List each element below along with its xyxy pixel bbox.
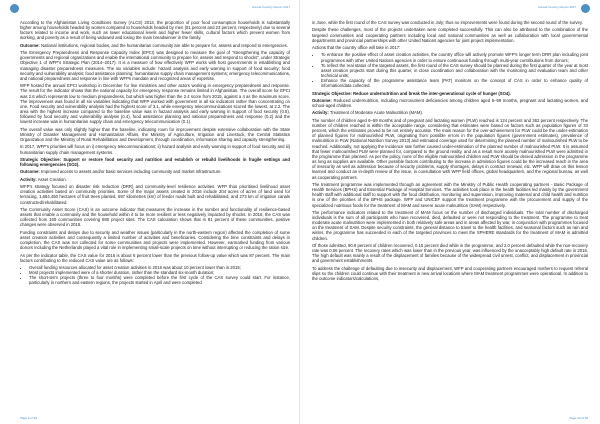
- paragraph: [20, 20, 290, 41]
- paragraph: [312, 98, 588, 108]
- paragraph-text: Treatment of Moderate Acute Malnutrition (MAM).: [328, 110, 424, 116]
- running-header: Annual Country Report 2017: [251, 5, 290, 9]
- paragraph-text: The Community Asset Score (CAS) is an outcome indicator that measures the increase in the number and functionality of resilience-based assets that enable a community and the household within it to be more resilient or less negatively impacted by shocks. In 2016, the CAS was collected from 160 communities covering 680 project sites. The CAS calculation shows that in 81 percent of these communities, positive changes were observed in 2016.: [20, 206, 290, 228]
- bullet-list: [20, 265, 290, 286]
- list-item: • The short-term projects (three to four months) were completed before the first cycle of the CAS survey could start. For instance, particularly in northern and eastern regions, the projects started in April and were completed: [29, 275, 290, 285]
- paragraph: [312, 110, 588, 115]
- paragraph: [312, 45, 588, 50]
- paragraph: [312, 210, 588, 241]
- bold-lead: Outcome:: [20, 42, 40, 48]
- bold-lead: Activity:: [20, 176, 37, 182]
- paragraph-text: Funding constraints and delays due to security and weather issues (particularly in the north-eastern region) affected the completion of some asset creation activities and consequently a limited number of activities and beneficiaries. Considering the time constraints and delays in completion, the CAS was not collected for some communities and projects were implemented. However, earmarked funding from various donors including the Netherlands played a vital role in implementing small-scale projects on time without interrupting or reducing the ration size.: [20, 229, 290, 251]
- left-page-body: [20, 20, 290, 286]
- bullet-list: [312, 52, 588, 88]
- paragraph: [312, 182, 588, 208]
- right-page-body: [312, 20, 588, 281]
- paragraph-text: Improved access to assets and/or basic services including community and market infrastructure.: [39, 169, 222, 175]
- paragraph-text: Of those admitted, 90.9 percent of children recovered, 0.15 percent died while in the programme, and 2.0 percent defaulted while the non-recovery rate was 0.06 percent. The recovery rates which was lower than in the previous year, was influenced by the unacceptably high default rate in 2016. The high default was mainly a result of the displacement of families because of the widespread civil unrest, conflict, and displacement in provincial and government establishments.: [312, 242, 588, 264]
- paragraph: [20, 144, 290, 154]
- paragraph: [20, 177, 290, 182]
- bold-lead: Activity:: [312, 110, 329, 116]
- list-item: • To enhance the positive effect of asset creation activities, the country office will actively promote WFP's longer term DRR plan including joint programmes with other United Nations agencies in order to ensure continuous funding through multi-year contributions from donors;: [321, 52, 588, 62]
- bold-lead: Strategic Objective: Reduce undernutrition and break the inter-generational cycle of hunger (SO4).: [312, 90, 511, 96]
- paragraph: [312, 243, 588, 264]
- paragraph: [312, 266, 588, 281]
- bold-lead: Strategic Objective: Support or restore food security and nutrition and establish or rebuild livelihoods in fragile settings and following emergencies (SO2).: [20, 156, 290, 168]
- paragraph: [20, 184, 290, 205]
- page-number: Page 10 of 30: [569, 416, 588, 420]
- paragraph: [20, 43, 290, 48]
- paragraph-text: According to the Afghanistan Living Conditions Survey (ALCS) 2014, the proportion of poor food consumption households is substantially higher among households headed by women compared to households headed by men (51 percent and 23 percent, respectively) due to several factors related to income and work, such as lower educational levels and higher fewer skills, cultural factors which prevent women from working, and poverty as a result of being widowed and losing the main breadwinner in the family.: [20, 20, 290, 41]
- paragraph: [20, 83, 290, 124]
- paragraph-text: National institutions, regional bodies, and the humanitarian community are able to prepare for, assess and respond to emergencies.: [39, 42, 288, 48]
- paragraph: [20, 50, 290, 81]
- paragraph: [20, 169, 290, 174]
- paragraph-text: The Emergency Preparedness and Response Capacity Index (EPCI) was designed to measure the goal of "strengthening the capacity of governments and regional organizations and enable the international community to prepare for, assess and respond to shocks", under Strategic Objective 1 of WFP's Strategic Plan (2014–2017). It is a measure of how effectively WFP works with host governments in establishing and managing disaster preparedness measures. The six variables include: hazard analysis and early warning in support of food security; food security and vulnerability analysis; food assistance planning; humanitarian supply chain management systems; emergency telecommunications, and national preparedness and response in line with WFPs mandate and recognized areas of expertise.: [20, 50, 291, 81]
- paragraph: [312, 118, 588, 180]
- paragraph: [20, 127, 290, 142]
- paragraph: [20, 157, 290, 167]
- paragraph-text: in June, while the first round of the CAS survey was conducted in July; thus no improvements were found during the second round of the survey.: [312, 20, 583, 25]
- wfp-logo: [10, 4, 19, 13]
- paragraph-text: The overall value was only slightly higher than the baseline, indicating room for improvement despite extensive collaboration with the State Ministry of Disaster Management and Humanitarian Affairs, the Ministry of Agriculture, Irrigation and Livestock, the Central Statistics Organization and the Ministry of Rural Rehabilitation and Development, through coordination, information sharing and capacity strengthening.: [20, 126, 290, 143]
- paragraph: [20, 253, 290, 263]
- paragraph-text: The number of children aged 6–59 months and of pregnant and lactating women (PLW) reached is 124 percent and 362 percent respectively. The number of children reached is within the acceptable range, considering that estimates were based on factors such as population figures of 33 percent, which the estimates proved to be not entirely accurate. The main reason for the over-achievement for PLW could be the under-estimation of planned figures for malnourished PLW, originating from possible errors in the population figures (government estimates), prevalence of malnutrition in PLW (National Nutrition Survey 2013) and estimated coverage used for determining the planned number of malnourished PLW to be reached. Additionally, not applying the incidence rate further caused under-estimation of the planned number of malnourished PLW. It is assumed that fewer malnourished PLW were planned for, compared to the ground reality, and as a result more acutely malnourished PLW were admitted in the programme than planned. As per the policy, none of the eligible malnourished children and PLW should be denied admission in the programme as long as supplies are available. Other possible factors contributing to the increase in admission figures could be the increased reach in the area of insecurity as well as admission because of security problems, supply shortages, delays in contract renewal, etc. WFP will draw on this lesson learned and conduct an in-depth review of the issue, in consultation with WFP field offices, global headquarters, and the regional bureau, as well as cooperating partners.: [312, 117, 588, 180]
- paragraph-text: Actions that the country office will take in 2017:: [312, 45, 401, 50]
- list-item: • To reflect the real status of the targeted assets, the first round of the CAS survey should be planned during the first quarter of the year at most asset creation projects start during this quarter, in close coordination and collaboration with the monitoring and evaluation team and other technical units;: [321, 63, 588, 78]
- paragraph: [312, 91, 588, 96]
- paragraph-text: The treatment programme was implemented through an agreement with the Ministry of Public Health cooperating partners - Basic Package of Health Services (BPHS) and Essential Package of Hospital Services. The activities took place in the health facilities led mainly by the government health staff with additional staff to support with the food distribution, monitoring and supervision, improving maternal and child health and nutrition is one of the priorities of the BPHS package. WFP and UNICEF support the treatment programme with the procurement and supply of the specialized nutritious foods for the treatment of MAM and severe acute malnutrition (SAM) respectively.: [312, 181, 588, 208]
- running-header: Annual Country Report 2017: [537, 5, 576, 9]
- paragraph-text: Despite these challenges, most of the projects undertaken were completed successfully. This can also be attributed to the combination of the targeted communities and cooperating partners including local and national communities as well as collaboration with local governmental departments and provincial partnerships with other United Nations agencies for joint project implementation.: [312, 27, 588, 43]
- paragraph: [20, 230, 290, 251]
- paragraph: [20, 207, 290, 228]
- paragraph-text: WFP's strategy focused on disaster risk reduction (DRR) and community-level resilience activities. WFP thus prioritised livelihood asset creation activities based on community priorities. Some of the major assets created in 2016 include 204 acres of acres of land used for terracing, 1,664,450 hectares of fruit trees planted, 597 kilometres (km) of feeder roads built and rehabilitated, and 273 km of irrigation canals constructed/rehabilitated.: [20, 184, 290, 205]
- right-page: [300, 0, 600, 424]
- paragraph: [312, 27, 588, 42]
- paragraph-text: Asset Creation.: [36, 176, 67, 182]
- list-item: • Most projects implemented were of a shorter duration, rather than the standard six-month duration;: [29, 270, 290, 275]
- list-item: • Overall funding resources allocated for asset creation activities in 2016 was about 10 percent lower than in 2015;: [29, 265, 290, 270]
- page-number: Page 9 of 30: [20, 416, 38, 420]
- wfp-logo: [581, 4, 590, 13]
- paragraph-text: Reduced undernutrition, including micronutrient deficiencies among children aged 6–59 months, pregnant and lactating women, and school-aged children.: [312, 97, 588, 109]
- paragraph: [312, 20, 588, 25]
- list-item: • Enhance the capacity of the programme assistance team (PAT) monitors on the concept of CAS in order to enhance quality of information/data collected.: [321, 78, 588, 88]
- paragraph-text: WFP hosted the annual EPCI workshop in December for line ministries and other actors working in emergency preparedness and response. The result for the indicator shows that the national capacity for emergency response remains limited in Afghanistan. The overall score for EPCI was 2.6 which represents low to medium preparedness, but which was higher than the 2.4 score from 2015, against a 4 as the maximum score. The improvement was found in all six variables indicating that WFP worked with government in all six indicators rather than concentrating on one. Food security and vulnerability analysis had the highest score of 3.1, while emergency telecommunications scored the lowest, at 2.2. The area with the highest increase compared to the baseline value was in hazard analysis and early warning in support of food security (0.5), followed by food security and vulnerability analysis (0.4), food assistance planning and national preparedness and response (0.2) and the lowest increase was in humanitarian supply chain and emergency telecommunication (0.1).: [20, 83, 290, 125]
- paragraph-text: In 2017, WFP's priorities will focus on i) emergency telecommunications; ii) hazard analysis and early warning in support of food security and iii) humanitarian supply chain management systems.: [20, 144, 290, 155]
- paragraph-text: To address the challenge of defaulting due to insecurity and displacement, WFP and cooperating partners encouraged mothers to request referral slips so the children could continue with their treatment in new arrival locations where MAM treatment programmes were operational. In addition to the outcome indicators/calculations,: [312, 265, 588, 282]
- paragraph-text: As per the indicator table, the CAS value for 2016 is about 6 percent lower than the previous follow-up value which was 87 percent. The main factors contributing to the reduced CAS value are as follows:: [20, 252, 290, 263]
- bold-lead: Outcome:: [312, 97, 332, 103]
- paragraph-text: The performance indicators related to the treatment of MAM focus on the number of discharged individuals. The total number of discharged individuals is the sum of all participants who have recovered, died, defaulted or were not responding to the treatment. The programme to treat moderate acute malnutrition were implemented in both relatively safe areas and in areas affected by war, in conjunction with programmes focused on the treatment of SAM. Despite security constraints, the general distance to travel to the health facilities, and seasonal factors such as rain and winter, the programme has succeeded in each of the targeted provinces to meet the SPHERE standards for the treatment of MAM in admitted children.: [312, 209, 588, 241]
- bold-lead: Outcome:: [20, 169, 40, 175]
